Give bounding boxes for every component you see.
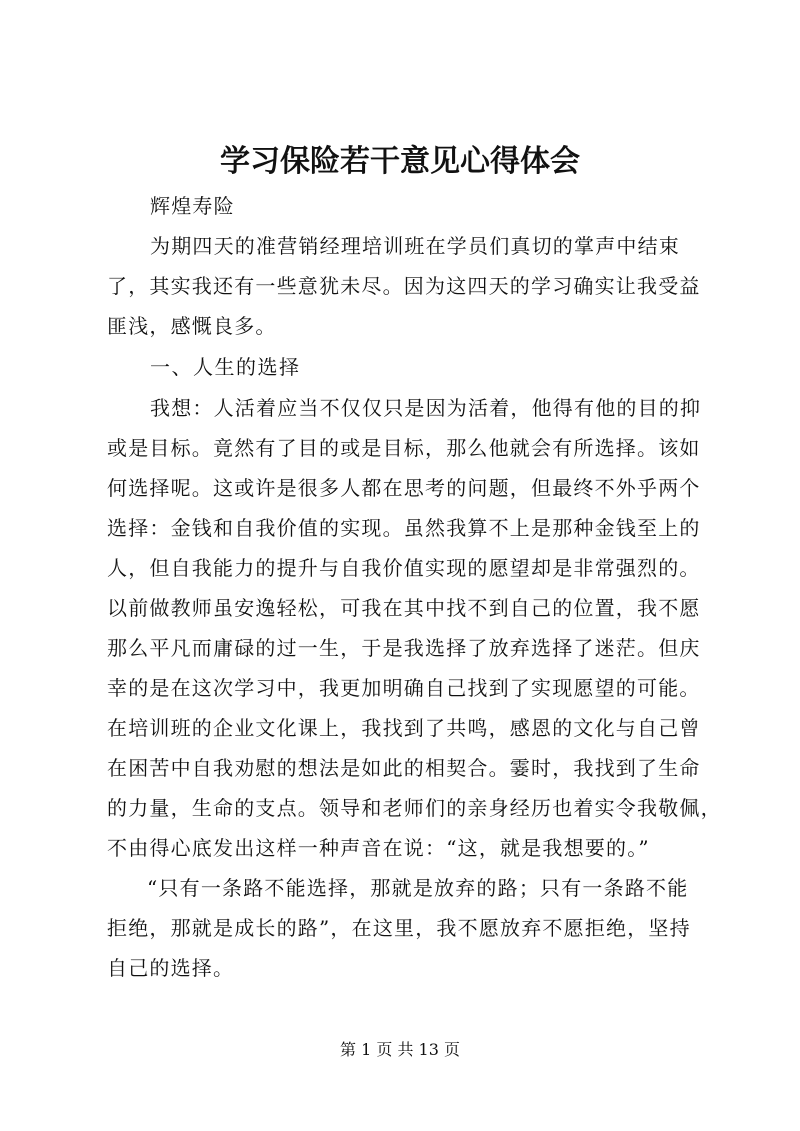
- document-title: 学习保险若干意见心得体会: [220, 144, 580, 179]
- text-line: 幸的是在这次学习中，我更加明确自己找到了实现愿望的可能。: [107, 676, 701, 700]
- section-heading: 一、人生的选择: [150, 355, 301, 379]
- text-line: 自己的选择。: [107, 956, 235, 980]
- page-number: 第 1 页 共 13 页: [340, 1040, 460, 1059]
- text-line: 那么平凡而庸碌的过一生，于是我选择了放弃选择了迷茫。但庆: [107, 636, 701, 660]
- author-line: 辉煌寿险: [150, 194, 235, 218]
- text-line: 在培训班的企业文化课上，我找到了共鸣，感恩的文化与自己曾: [107, 716, 701, 740]
- text-line: 为期四天的准营销经理培训班在学员们真切的掌声中结束: [150, 234, 680, 258]
- text-line: 人，但自我能力的提升与自我价值实现的愿望却是非常强烈的。: [107, 556, 701, 580]
- text-line: 匪浅，感慨良多。: [107, 314, 277, 338]
- text-line: 以前做教师虽安逸轻松，可我在其中找不到自己的位置，我不愿: [107, 596, 701, 620]
- text-line: 的力量，生命的支点。领导和老师们的亲身经历也着实令我敬佩，: [107, 796, 722, 820]
- text-line: 我想：人活着应当不仅仅只是因为活着，他得有他的目的抑: [150, 396, 702, 420]
- text-line: 在困苦中自我劝慰的想法是如此的相契合。霎时，我找到了生命: [107, 756, 701, 780]
- text-line: 选择：金钱和自我价值的实现。虽然我算不上是那种金钱至上的: [107, 516, 701, 540]
- text-line: 了，其实我还有一些意犹未尽。因为这四天的学习确实让我受益: [107, 274, 701, 298]
- text-line: 何选择呢。这或许是很多人都在思考的问题，但最终不外乎两个: [107, 476, 701, 500]
- text-line: 或是目标。竟然有了目的或是目标，那么他就会有所选择。该如: [107, 436, 701, 460]
- text-line: 拒绝，那就是成长的路”，在这里，我不愿放弃不愿拒绝，坚持: [107, 916, 691, 940]
- text-line: “只有一条路不能选择，那就是放弃的路；只有一条路不能: [147, 876, 689, 900]
- text-line: 不由得心底发出这样一种声音在说：“这，就是我想要的。”: [107, 836, 650, 860]
